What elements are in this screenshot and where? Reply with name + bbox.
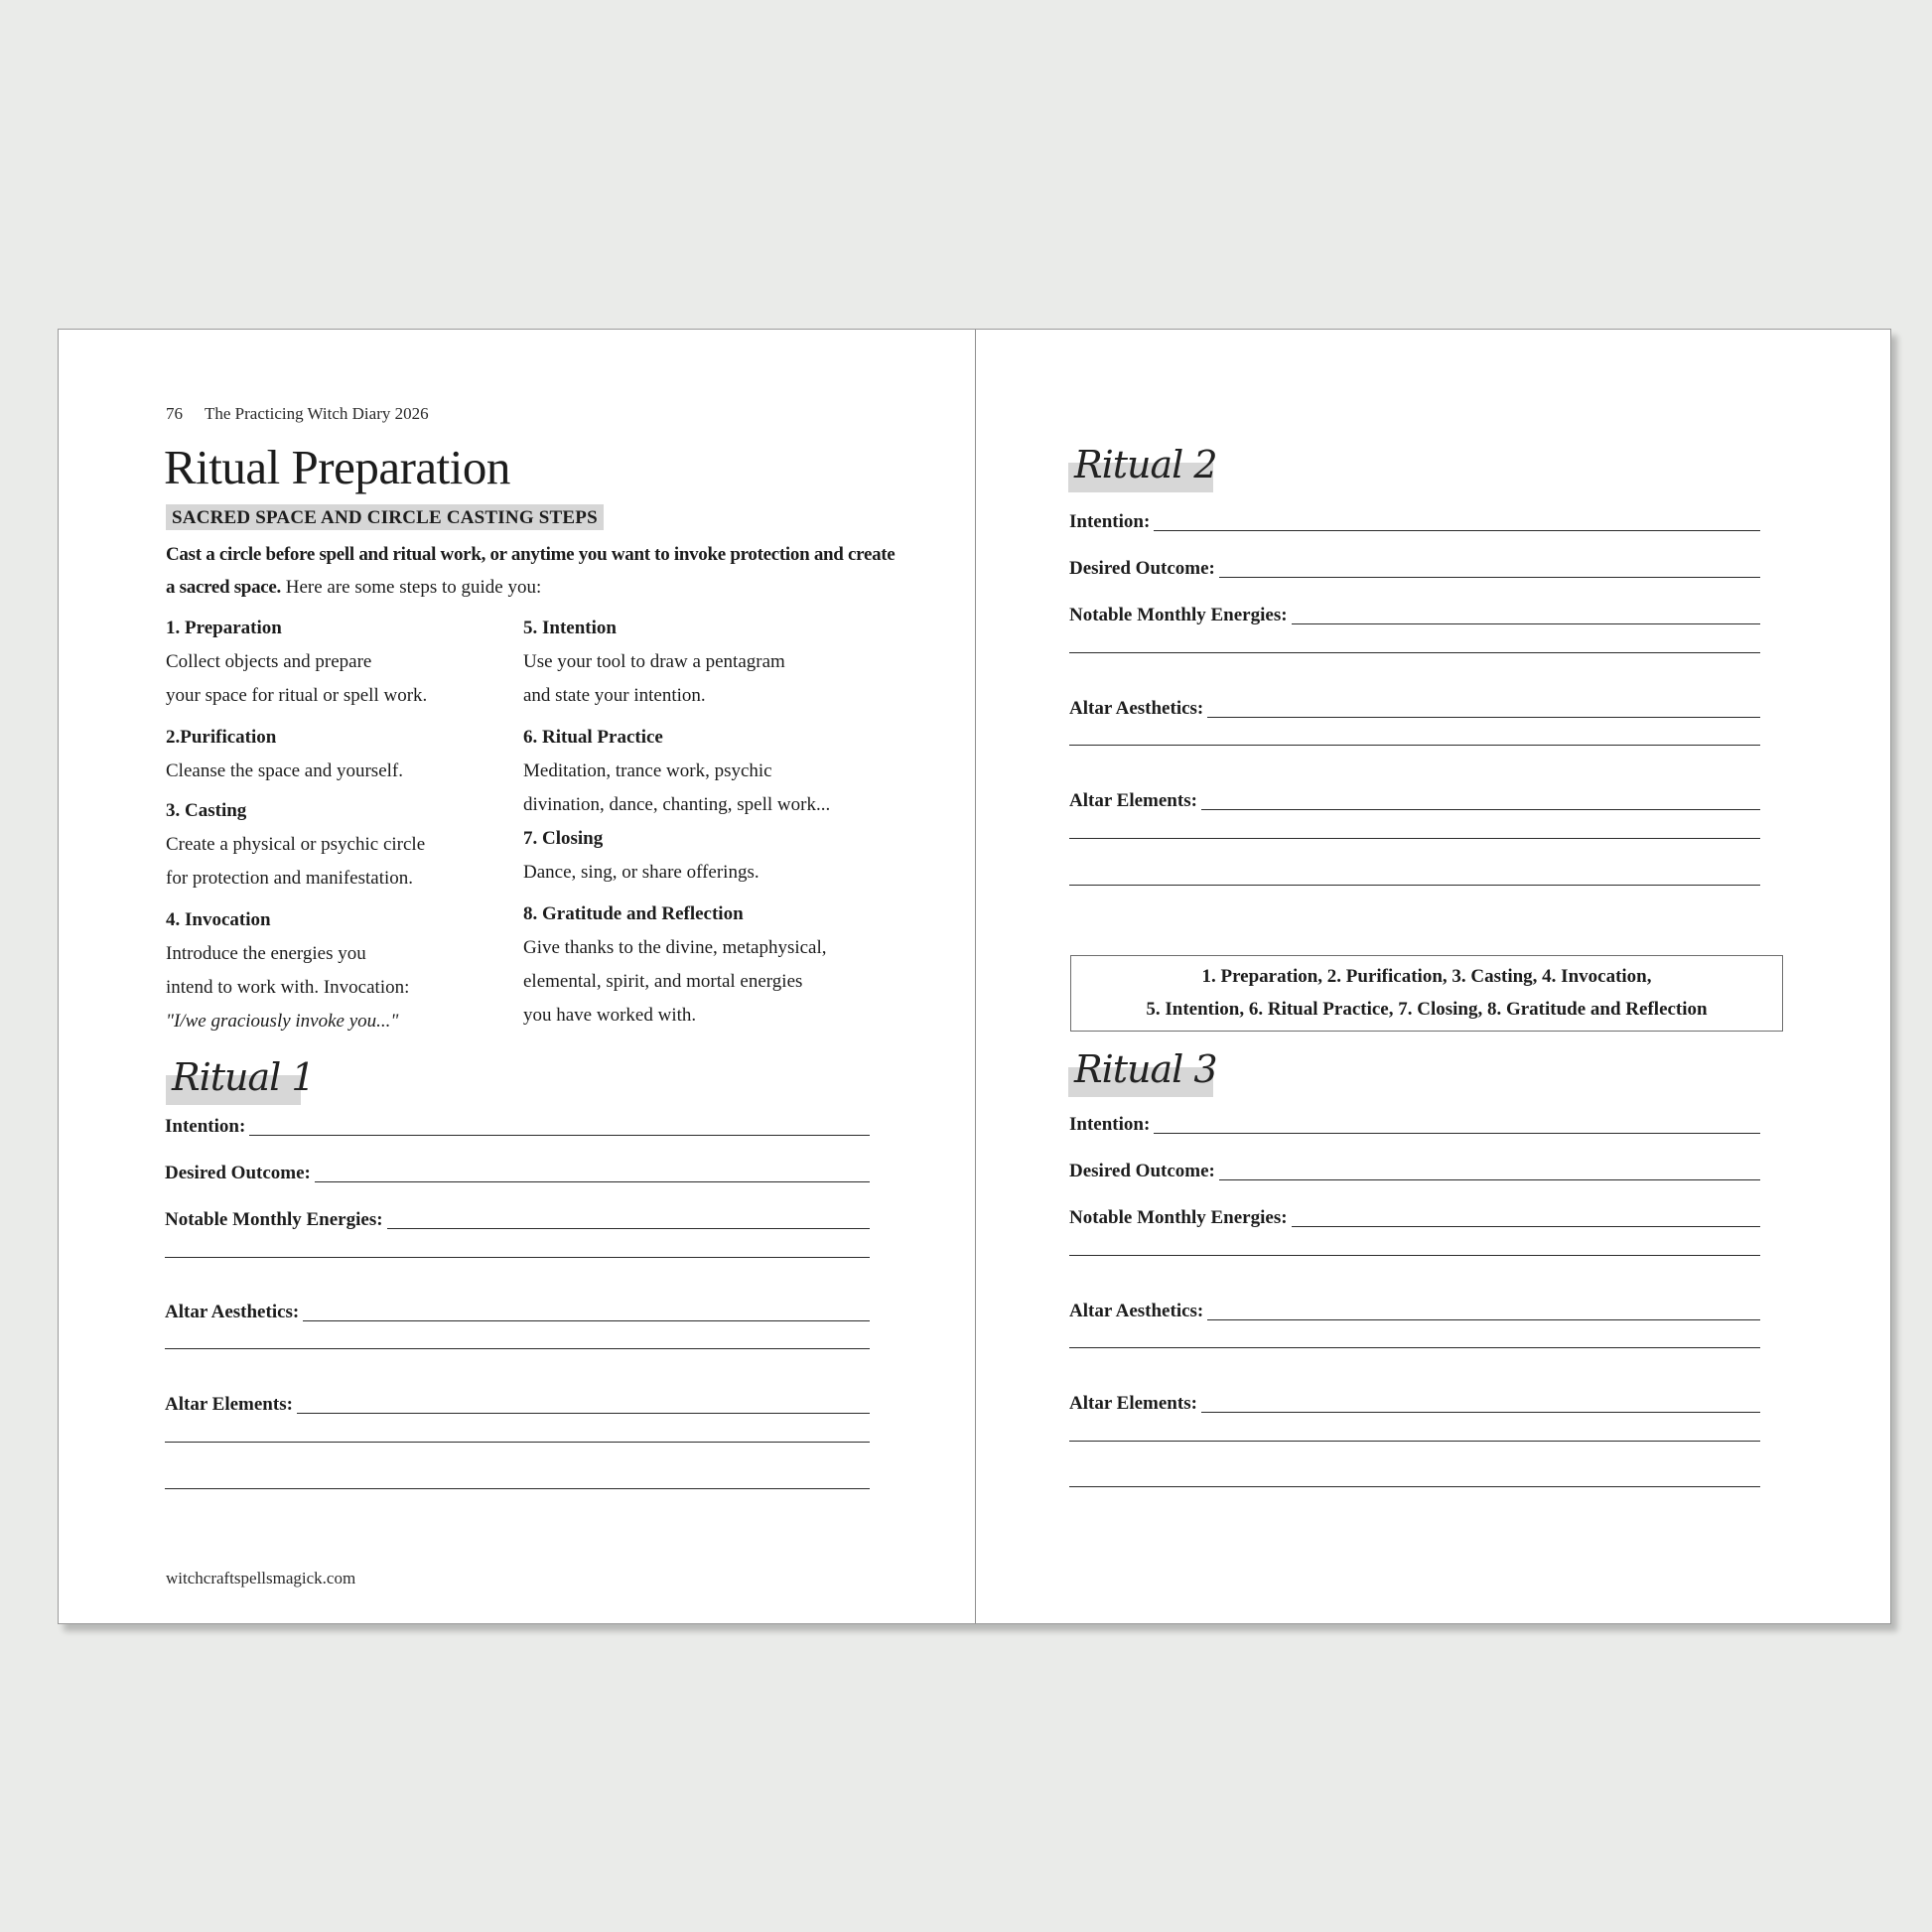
altar-aesthetics-extra[interactable] bbox=[1069, 1346, 1760, 1350]
step-text: intend to work with. Invocation: bbox=[166, 977, 410, 998]
step-heading: 4. Invocation bbox=[166, 909, 271, 930]
notable-energies-label: Notable Monthly Energies: bbox=[1069, 605, 1288, 625]
book-title: The Practicing Witch Diary 2026 bbox=[205, 404, 429, 423]
step-casting bbox=[166, 794, 523, 896]
footer-website: witchcraftspellsmagick.com bbox=[166, 1569, 356, 1587]
altar-elements-field[interactable] bbox=[1069, 1393, 1760, 1415]
intention-label: Intention: bbox=[1069, 511, 1151, 532]
steps-summary-box bbox=[1070, 955, 1783, 1032]
intention-line[interactable] bbox=[1154, 529, 1760, 531]
step-heading: 6. Ritual Practice bbox=[523, 727, 663, 748]
notable-energies-label: Notable Monthly Energies: bbox=[165, 1209, 383, 1230]
step-text: your space for ritual or spell work. bbox=[166, 685, 428, 706]
ritual-3-form bbox=[1069, 1102, 1760, 1539]
desired-outcome-line[interactable] bbox=[1219, 1178, 1760, 1180]
altar-aesthetics-line[interactable] bbox=[303, 1319, 870, 1321]
ritual-3-title: Ritual 3 bbox=[1074, 1047, 1217, 1091]
ritual-1-form bbox=[165, 1104, 870, 1541]
intro-bold: Cast a circle before spell and ritual work, or anytime you want to invoke protection and create a sacred space. bbox=[166, 544, 896, 598]
step-invocation bbox=[166, 903, 523, 1038]
page-title: Ritual Preparation bbox=[164, 440, 510, 494]
intro-paragraph bbox=[166, 538, 900, 604]
ritual-1-heading bbox=[166, 1055, 315, 1105]
steps-column-1 bbox=[166, 612, 523, 1046]
altar-aesthetics-field[interactable] bbox=[165, 1302, 870, 1323]
altar-aesthetics-extra[interactable] bbox=[165, 1347, 870, 1351]
altar-elements-label: Altar Elements: bbox=[1069, 790, 1197, 811]
step-text: you have worked with. bbox=[523, 1005, 697, 1026]
altar-aesthetics-label: Altar Aesthetics: bbox=[165, 1302, 300, 1322]
right-page bbox=[976, 330, 1890, 1623]
step-heading: 5. Intention bbox=[523, 618, 617, 638]
desired-outcome-field[interactable] bbox=[1069, 1161, 1760, 1182]
intention-label: Intention: bbox=[165, 1116, 246, 1137]
intention-line[interactable] bbox=[249, 1134, 870, 1136]
notable-energies-line[interactable] bbox=[1292, 1225, 1760, 1227]
invocation-quote: "I/we graciously invoke you..." bbox=[166, 1011, 399, 1032]
step-text: Meditation, trance work, psychic bbox=[523, 760, 772, 781]
notable-energies-line[interactable] bbox=[387, 1227, 870, 1229]
step-text: Introduce the energies you bbox=[166, 943, 366, 964]
page-number: 76 bbox=[166, 404, 183, 423]
altar-elements-line[interactable] bbox=[297, 1412, 870, 1414]
altar-aesthetics-line[interactable] bbox=[1207, 716, 1760, 718]
step-heading: 3. Casting bbox=[166, 800, 247, 821]
notable-energies-field[interactable] bbox=[1069, 605, 1760, 626]
altar-elements-label: Altar Elements: bbox=[1069, 1393, 1197, 1414]
step-text: elemental, spirit, and mortal energies bbox=[523, 971, 803, 992]
notable-energies-extra[interactable] bbox=[1069, 651, 1760, 655]
altar-aesthetics-label: Altar Aesthetics: bbox=[1069, 698, 1204, 719]
steps-column-2 bbox=[523, 612, 881, 1040]
left-page bbox=[59, 330, 975, 1623]
step-text: Create a physical or psychic circle bbox=[166, 834, 426, 855]
writing-line[interactable] bbox=[1069, 1440, 1760, 1442]
intention-label: Intention: bbox=[1069, 1114, 1151, 1135]
writing-line[interactable] bbox=[165, 1256, 870, 1258]
running-header bbox=[166, 404, 429, 424]
step-text: for protection and manifestation. bbox=[166, 868, 414, 889]
step-closing bbox=[523, 822, 881, 890]
altar-aesthetics-field[interactable] bbox=[1069, 698, 1760, 720]
altar-aesthetics-extra[interactable] bbox=[1069, 744, 1760, 748]
writing-line[interactable] bbox=[165, 1487, 870, 1489]
altar-aesthetics-line[interactable] bbox=[1207, 1318, 1760, 1320]
writing-line[interactable] bbox=[165, 1347, 870, 1349]
step-heading: 2.Purification bbox=[166, 727, 277, 748]
step-text: and state your intention. bbox=[523, 685, 706, 706]
ritual-2-form bbox=[1069, 502, 1760, 939]
intention-line[interactable] bbox=[1154, 1132, 1760, 1134]
intro-regular: Here are some steps to guide you: bbox=[281, 577, 542, 598]
desired-outcome-line[interactable] bbox=[1219, 576, 1760, 578]
intention-field[interactable] bbox=[165, 1116, 870, 1138]
altar-elements-extra-1[interactable] bbox=[1069, 1440, 1760, 1444]
notable-energies-extra[interactable] bbox=[165, 1256, 870, 1260]
writing-line[interactable] bbox=[1069, 884, 1760, 886]
altar-aesthetics-label: Altar Aesthetics: bbox=[1069, 1301, 1204, 1321]
altar-elements-extra-1[interactable] bbox=[1069, 837, 1760, 841]
step-purification bbox=[166, 721, 523, 788]
step-heading: 1. Preparation bbox=[166, 618, 282, 638]
altar-elements-extra-2[interactable] bbox=[165, 1487, 870, 1491]
book-spread bbox=[58, 329, 1891, 1624]
step-text: Use your tool to draw a pentagram bbox=[523, 651, 785, 672]
step-intention bbox=[523, 612, 881, 713]
notable-energies-field[interactable] bbox=[165, 1209, 870, 1231]
intention-field[interactable] bbox=[1069, 1114, 1760, 1136]
step-gratitude bbox=[523, 897, 881, 1033]
step-text: Give thanks to the divine, metaphysical, bbox=[523, 937, 827, 958]
altar-elements-line[interactable] bbox=[1201, 808, 1760, 810]
desired-outcome-line[interactable] bbox=[315, 1180, 870, 1182]
ritual-2-heading bbox=[1068, 443, 1217, 492]
writing-line[interactable] bbox=[1069, 1485, 1760, 1487]
desired-outcome-label: Desired Outcome: bbox=[1069, 558, 1215, 579]
desired-outcome-field[interactable] bbox=[1069, 558, 1760, 580]
writing-line[interactable] bbox=[165, 1441, 870, 1443]
step-preparation bbox=[166, 612, 523, 713]
altar-elements-field[interactable] bbox=[1069, 790, 1760, 812]
writing-line[interactable] bbox=[1069, 837, 1760, 839]
notable-energies-field[interactable] bbox=[1069, 1207, 1760, 1229]
notable-energies-label: Notable Monthly Energies: bbox=[1069, 1207, 1288, 1228]
ritual-3-heading bbox=[1068, 1047, 1217, 1097]
summary-line-1: 1. Preparation, 2. Purification, 3. Casting, 4. Invocation, bbox=[1201, 966, 1652, 987]
altar-aesthetics-field[interactable] bbox=[1069, 1301, 1760, 1322]
writing-line[interactable] bbox=[1069, 1346, 1760, 1348]
ritual-2-title: Ritual 2 bbox=[1074, 443, 1217, 486]
step-heading: 8. Gratitude and Reflection bbox=[523, 903, 744, 924]
writing-line[interactable] bbox=[1069, 651, 1760, 653]
intention-field[interactable] bbox=[1069, 511, 1760, 533]
section-subheading: SACRED SPACE AND CIRCLE CASTING STEPS bbox=[166, 504, 604, 530]
writing-line[interactable] bbox=[1069, 1254, 1760, 1256]
step-ritual-practice bbox=[523, 721, 881, 822]
altar-elements-line[interactable] bbox=[1201, 1411, 1760, 1413]
desired-outcome-label: Desired Outcome: bbox=[1069, 1161, 1215, 1181]
writing-line[interactable] bbox=[1069, 744, 1760, 746]
step-text: Collect objects and prepare bbox=[166, 651, 372, 672]
notable-energies-line[interactable] bbox=[1292, 622, 1760, 624]
step-text: Cleanse the space and yourself. bbox=[166, 760, 403, 781]
ritual-1-title: Ritual 1 bbox=[172, 1055, 315, 1099]
step-text: Dance, sing, or share offerings. bbox=[523, 862, 759, 883]
notable-energies-extra[interactable] bbox=[1069, 1254, 1760, 1258]
altar-elements-field[interactable] bbox=[165, 1394, 870, 1416]
altar-elements-label: Altar Elements: bbox=[165, 1394, 293, 1415]
summary-line-2: 5. Intention, 6. Ritual Practice, 7. Closing, 8. Gratitude and Reflection bbox=[1146, 999, 1708, 1020]
altar-elements-extra-2[interactable] bbox=[1069, 884, 1760, 888]
altar-elements-extra-2[interactable] bbox=[1069, 1485, 1760, 1489]
step-heading: 7. Closing bbox=[523, 828, 604, 849]
desired-outcome-label: Desired Outcome: bbox=[165, 1163, 311, 1183]
step-text: divination, dance, chanting, spell work... bbox=[523, 794, 831, 815]
desired-outcome-field[interactable] bbox=[165, 1163, 870, 1184]
altar-elements-extra-1[interactable] bbox=[165, 1441, 870, 1445]
